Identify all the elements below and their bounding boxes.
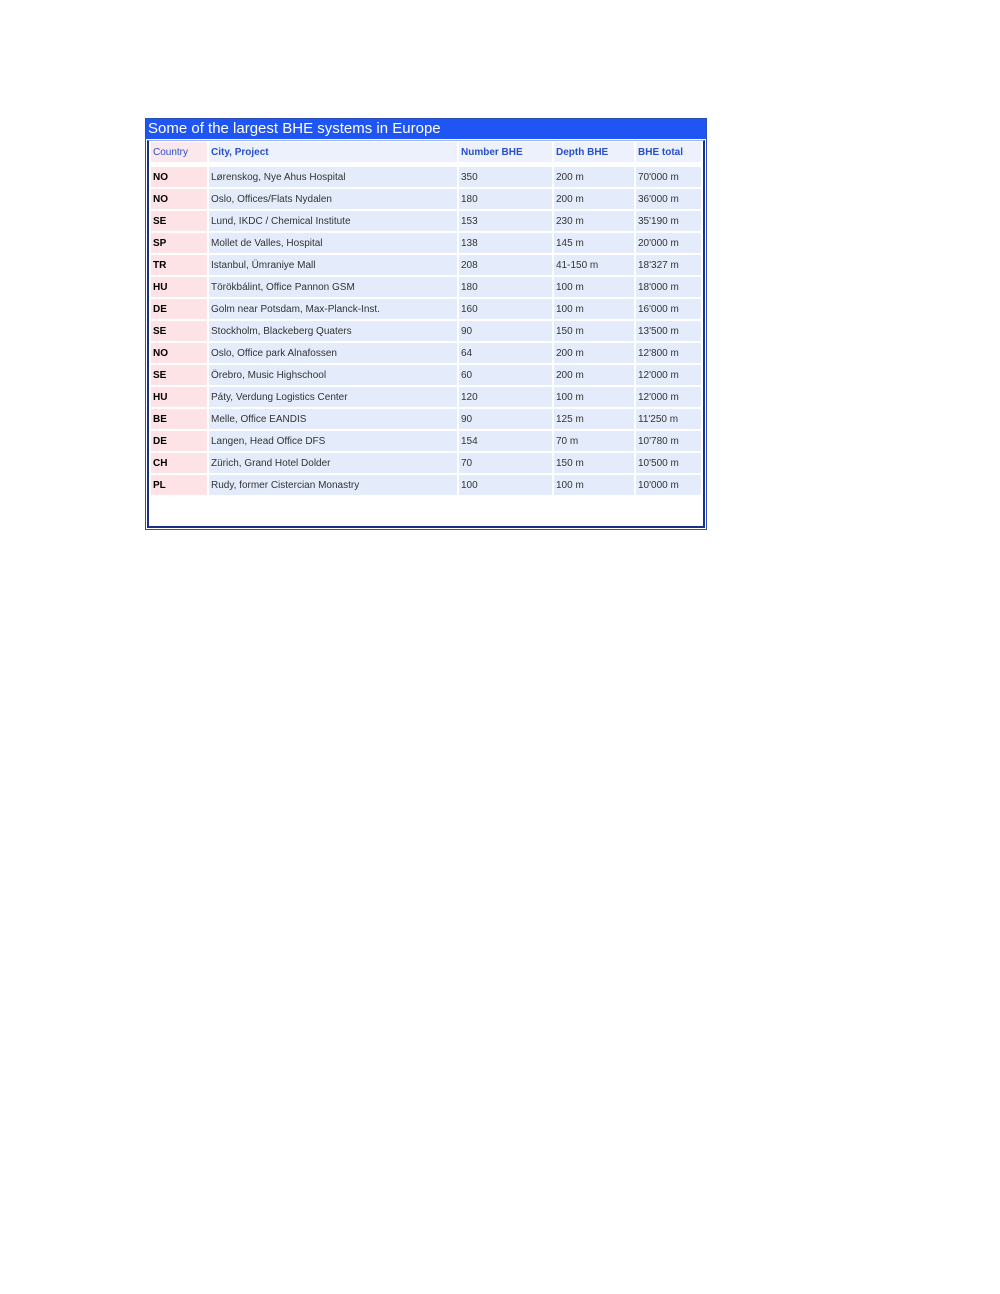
table-row — [151, 277, 701, 297]
cell-depth-bhe: 41-150 m — [554, 255, 634, 275]
cell-city-project: Örebro, Music Highschool — [209, 365, 457, 385]
cell-city-project: Golm near Potsdam, Max-Planck-Inst. — [209, 299, 457, 319]
cell-number-bhe: 350 — [459, 167, 552, 187]
table-row — [151, 299, 701, 319]
table-row — [151, 343, 701, 363]
cell-bhe-total: 12'000 m — [636, 365, 701, 385]
cell-bhe-total: 13'500 m — [636, 321, 701, 341]
cell-depth-bhe: 100 m — [554, 387, 634, 407]
cell-bhe-total: 10'780 m — [636, 431, 701, 451]
cell-number-bhe: 90 — [459, 409, 552, 429]
cell-number-bhe: 180 — [459, 277, 552, 297]
cell-number-bhe: 60 — [459, 365, 552, 385]
header-row — [151, 142, 701, 162]
table-row — [151, 431, 701, 451]
cell-city-project: Rudy, former Cistercian Monastry — [209, 475, 457, 495]
cell-country: HU — [151, 277, 207, 297]
table-body — [151, 164, 701, 495]
cell-number-bhe: 70 — [459, 453, 552, 473]
table-row — [151, 387, 701, 407]
table-row — [151, 365, 701, 385]
column-header-city-project: City, Project — [209, 142, 457, 162]
cell-number-bhe: 64 — [459, 343, 552, 363]
header-spacer-row — [151, 164, 701, 165]
cell-country: CH — [151, 453, 207, 473]
cell-depth-bhe: 100 m — [554, 277, 634, 297]
cell-depth-bhe: 200 m — [554, 343, 634, 363]
cell-country: BE — [151, 409, 207, 429]
column-header-bhe-total: BHE total — [636, 142, 701, 162]
cell-number-bhe: 208 — [459, 255, 552, 275]
cell-depth-bhe: 125 m — [554, 409, 634, 429]
cell-depth-bhe: 145 m — [554, 233, 634, 253]
cell-bhe-total: 10'000 m — [636, 475, 701, 495]
cell-number-bhe: 120 — [459, 387, 552, 407]
column-header-depth-bhe: Depth BHE — [554, 142, 634, 162]
cell-city-project: Páty, Verdung Logistics Center — [209, 387, 457, 407]
cell-number-bhe: 153 — [459, 211, 552, 231]
header-spacer-cell — [151, 164, 701, 165]
cell-country: DE — [151, 431, 207, 451]
cell-depth-bhe: 70 m — [554, 431, 634, 451]
cell-city-project: Zürich, Grand Hotel Dolder — [209, 453, 457, 473]
cell-number-bhe: 90 — [459, 321, 552, 341]
cell-bhe-total: 11'250 m — [636, 409, 701, 429]
cell-city-project: Oslo, Offices/Flats Nydalen — [209, 189, 457, 209]
cell-city-project: Lund, IKDC / Chemical Institute — [209, 211, 457, 231]
cell-country: SE — [151, 321, 207, 341]
cell-bhe-total: 16'000 m — [636, 299, 701, 319]
table-row — [151, 255, 701, 275]
table-row — [151, 475, 701, 495]
cell-country: TR — [151, 255, 207, 275]
cell-bhe-total: 70'000 m — [636, 167, 701, 187]
table-row — [151, 453, 701, 473]
table-row — [151, 189, 701, 209]
cell-city-project: Törökbálint, Office Pannon GSM — [209, 277, 457, 297]
cell-city-project: Langen, Head Office DFS — [209, 431, 457, 451]
cell-city-project: Oslo, Office park Alnafossen — [209, 343, 457, 363]
column-header-number-bhe: Number BHE — [459, 142, 552, 162]
cell-bhe-total: 12'000 m — [636, 387, 701, 407]
cell-depth-bhe: 200 m — [554, 365, 634, 385]
cell-depth-bhe: 200 m — [554, 189, 634, 209]
table-frame — [147, 140, 705, 528]
cell-bhe-total: 18'000 m — [636, 277, 701, 297]
cell-country: SE — [151, 211, 207, 231]
cell-city-project: Mollet de Valles, Hospital — [209, 233, 457, 253]
table-row — [151, 211, 701, 231]
cell-number-bhe: 138 — [459, 233, 552, 253]
cell-country: NO — [151, 189, 207, 209]
cell-depth-bhe: 100 m — [554, 299, 634, 319]
cell-depth-bhe: 230 m — [554, 211, 634, 231]
column-header-country: Country — [151, 142, 207, 162]
cell-bhe-total: 35'190 m — [636, 211, 701, 231]
bhe-table — [149, 140, 703, 497]
cell-country: PL — [151, 475, 207, 495]
table-row — [151, 167, 701, 187]
cell-city-project: Lørenskog, Nye Ahus Hospital — [209, 167, 457, 187]
cell-depth-bhe: 150 m — [554, 321, 634, 341]
cell-number-bhe: 180 — [459, 189, 552, 209]
cell-bhe-total: 36'000 m — [636, 189, 701, 209]
cell-country: SE — [151, 365, 207, 385]
table-row — [151, 409, 701, 429]
bhe-systems-panel — [145, 118, 707, 530]
cell-bhe-total: 10'500 m — [636, 453, 701, 473]
cell-depth-bhe: 100 m — [554, 475, 634, 495]
cell-bhe-total: 20'000 m — [636, 233, 701, 253]
cell-number-bhe: 154 — [459, 431, 552, 451]
cell-bhe-total: 18'327 m — [636, 255, 701, 275]
cell-country: NO — [151, 167, 207, 187]
cell-country: NO — [151, 343, 207, 363]
cell-depth-bhe: 200 m — [554, 167, 634, 187]
cell-city-project: Stockholm, Blackeberg Quaters — [209, 321, 457, 341]
cell-number-bhe: 160 — [459, 299, 552, 319]
cell-number-bhe: 100 — [459, 475, 552, 495]
cell-depth-bhe: 150 m — [554, 453, 634, 473]
cell-country: DE — [151, 299, 207, 319]
cell-bhe-total: 12'800 m — [636, 343, 701, 363]
cell-country: SP — [151, 233, 207, 253]
cell-city-project: Istanbul, Ümraniye Mall — [209, 255, 457, 275]
table-row — [151, 233, 701, 253]
table-row — [151, 321, 701, 341]
cell-country: HU — [151, 387, 207, 407]
cell-city-project: Melle, Office EANDIS — [209, 409, 457, 429]
table-title: Some of the largest BHE systems in Europe — [146, 119, 706, 139]
